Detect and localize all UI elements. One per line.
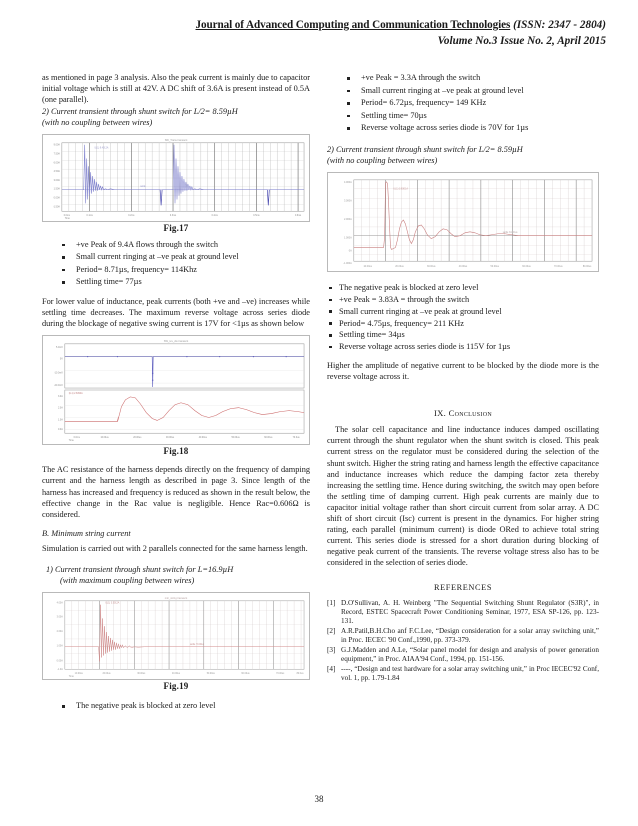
list-item: Settling time= 77µs bbox=[42, 276, 310, 289]
left-bullets-fig17 bbox=[42, 239, 310, 289]
reference-number: [3] bbox=[327, 646, 336, 654]
reference-text: ----, “Design and test hardware for a solar array switching unit,” in Proc IECEC'92 Conf, vol. 1, pp. 1.79-1.84 bbox=[341, 665, 599, 683]
svg-text:5.0mV: 5.0mV bbox=[55, 346, 63, 349]
svg-text:0.6ms: 0.6ms bbox=[294, 215, 302, 218]
left-paragraph-3: The AC resistance of the harness depends directly on the frequency of damping current and the harness length as described in page 3. Since length of the harness has increased and frequency is reduced as shown in the result below, the effective change in the Rac value is negligible. Hence Rac=0.606Ω is considered. bbox=[42, 465, 310, 519]
svg-text:2.00A: 2.00A bbox=[56, 630, 63, 634]
page-header bbox=[40, 18, 606, 49]
figure-19-plot bbox=[42, 592, 310, 680]
svg-text:0.1ms: 0.1ms bbox=[86, 215, 93, 218]
svg-text:20.00us: 20.00us bbox=[102, 673, 111, 676]
left-subheading-1-sub: (with maximum coupling between wires) bbox=[60, 576, 195, 586]
svg-text:70.00us: 70.00us bbox=[276, 673, 285, 676]
svg-text:SW_Trans transient: SW_Trans transient bbox=[164, 139, 188, 143]
list-item: +ve Peak = 3.83A = through the switch bbox=[327, 294, 599, 306]
svg-text:40.00us: 40.00us bbox=[458, 265, 468, 269]
page-number: 38 bbox=[314, 794, 324, 804]
reference-item bbox=[327, 665, 599, 683]
svg-text:0.0ms: 0.0ms bbox=[63, 215, 70, 218]
svg-text:50.00us: 50.00us bbox=[490, 265, 499, 269]
reference-number: [2] bbox=[327, 626, 336, 635]
svg-text:50.00us: 50.00us bbox=[206, 673, 215, 676]
list-item: +ve Peak = 3.3A through the switch bbox=[327, 72, 599, 85]
reference-item bbox=[327, 627, 599, 645]
svg-text:0.5ms: 0.5ms bbox=[253, 215, 260, 218]
figure-right-svg bbox=[328, 173, 598, 271]
figure-right-transient bbox=[327, 172, 599, 272]
list-item: +ve Peak of 9.4A flows through the switch bbox=[42, 239, 310, 252]
svg-text:min_string transient: min_string transient bbox=[164, 597, 188, 601]
svg-text:3.00A: 3.00A bbox=[53, 179, 60, 183]
svg-text:3.0A: 3.0A bbox=[57, 395, 63, 399]
left-paragraph-2: For lower value of inductance, peak currents (both +ve and –ve) increases while settling time decreases. The maximum reverse voltage across series diode during the blockage of negative swing current is 17V for <1µs as shown below bbox=[42, 296, 310, 329]
svg-text:-20.0mV: -20.0mV bbox=[53, 384, 63, 388]
list-item: Reverse voltage across series diode is 70V for 1µs bbox=[327, 122, 599, 135]
svg-text:30.00us: 30.00us bbox=[427, 265, 436, 269]
figure-18 bbox=[42, 335, 310, 457]
svg-text:-1.000A: -1.000A bbox=[343, 262, 352, 266]
svg-text:80.0us: 80.0us bbox=[296, 673, 304, 676]
right-column bbox=[327, 72, 599, 684]
right-subheading-2: 2) Current transient through shunt switch for L/2= 8.59µH bbox=[327, 144, 523, 154]
reference-text: D.O'Sullivan, A. H. Weinberg "The Sequential Switching Shunt Regulator (S3R)", in Record, ESTEC Spacecraft Power Conditioning Seminar, 1977, ESA SP-126, pp. 123-131. bbox=[341, 598, 599, 625]
list-item: The negative peak is blocked at zero level bbox=[327, 282, 599, 294]
svg-text:settle 34.00us: settle 34.00us bbox=[502, 230, 518, 234]
svg-text:7.50A: 7.50A bbox=[53, 153, 60, 157]
svg-text:I(L1) 3.8301A: I(L1) 3.8301A bbox=[393, 187, 408, 191]
list-item: Small current ringing at –ve peak at ground level bbox=[42, 251, 310, 264]
figure-19-svg bbox=[43, 593, 309, 679]
right-paragraph-after-bullets: Higher the amplitude of negative current to be blocked by the diode more is the reverse voltage across it. bbox=[327, 360, 599, 382]
svg-text:-1.50A: -1.50A bbox=[52, 205, 60, 209]
reference-text: A.R.Patil,B.H.Cho anf F.C.Lee, “Design consideration for a solar array switching unit,” in Proc. IECEC '90 Conf.,1990, pp. 373-379. bbox=[341, 626, 599, 644]
svg-text:I(L1) 2.6393A: I(L1) 2.6393A bbox=[68, 393, 83, 396]
list-item: Small current ringing at –ve peak at ground level bbox=[327, 306, 599, 318]
svg-text:1.50A: 1.50A bbox=[53, 188, 60, 192]
list-item: Settling time= 34µs bbox=[327, 329, 599, 341]
svg-text:0.00A: 0.00A bbox=[53, 197, 60, 200]
svg-text:settle 70.00us: settle 70.00us bbox=[189, 643, 205, 646]
svg-text:2.000A: 2.000A bbox=[343, 218, 352, 222]
references-heading: REFERENCES bbox=[433, 583, 493, 593]
figure-18-caption: Fig.18 bbox=[163, 446, 189, 457]
list-item: Settling time= 70µs bbox=[327, 110, 599, 123]
svg-text:30.00us: 30.00us bbox=[165, 437, 175, 440]
list-item: Reverse voltage across series diode is 115V for 1µs bbox=[327, 341, 599, 353]
conclusion-heading: IX. Conclusion bbox=[434, 408, 492, 419]
figure-17-caption: Fig.17 bbox=[163, 223, 189, 234]
svg-text:60.00us: 60.00us bbox=[264, 437, 273, 440]
journal-issn: (ISSN: 2347 - 2804) bbox=[513, 19, 606, 31]
svg-text:0.2ms: 0.2ms bbox=[128, 215, 135, 218]
svg-text:0.4ms: 0.4ms bbox=[211, 215, 218, 218]
svg-text:SW_rev_dio transient: SW_rev_dio transient bbox=[163, 340, 189, 344]
svg-text:9.00A: 9.00A bbox=[53, 144, 60, 148]
left-subheading-2: 2) Current transient through shunt switch for L/2= 8.59µH bbox=[42, 107, 238, 117]
svg-text:4.000A: 4.000A bbox=[343, 180, 352, 184]
svg-text:Time: Time bbox=[68, 676, 74, 679]
left-paragraph-1: as mentioned in page 3 analysis. Also the peak current is mainly due to capacitor initial voltage which is still at 42V. A DC shift of 3.6A is present instead of 0.5A (one parallel). bbox=[42, 73, 310, 105]
svg-text:80.00us: 80.00us bbox=[582, 265, 592, 269]
svg-text:-1.0A: -1.0A bbox=[57, 668, 63, 672]
svg-text:60.00us: 60.00us bbox=[241, 673, 250, 676]
svg-text:0.0A: 0.0A bbox=[57, 428, 63, 432]
left-bullets-fig19 bbox=[42, 700, 310, 713]
svg-text:3.000A: 3.000A bbox=[343, 199, 352, 203]
list-item: Period= 4.75µs, frequency= 211 KHz bbox=[327, 318, 599, 330]
svg-text:60.00us: 60.00us bbox=[522, 265, 531, 269]
svg-text:20.00us: 20.00us bbox=[395, 265, 404, 269]
svg-text:20.00us: 20.00us bbox=[133, 437, 142, 440]
left-paragraph-4: Simulation is carried out with 2 parallels connected for the same harness length. bbox=[42, 543, 308, 553]
svg-text:I(L1) 9.4012A: I(L1) 9.4012A bbox=[94, 148, 109, 151]
svg-text:0.0ms: 0.0ms bbox=[73, 437, 80, 440]
reference-item bbox=[327, 646, 599, 664]
header-journal-line bbox=[40, 18, 606, 32]
left-column bbox=[42, 72, 310, 717]
list-item: The negative peak is blocked at zero level bbox=[42, 700, 310, 713]
svg-text:I(L1) 3.3012A: I(L1) 3.3012A bbox=[105, 602, 120, 605]
svg-text:0V: 0V bbox=[59, 357, 63, 361]
svg-text:Time: Time bbox=[64, 218, 70, 221]
svg-text:-10.0mV: -10.0mV bbox=[53, 371, 63, 375]
svg-text:settle: settle bbox=[140, 186, 146, 189]
figure-17-plot bbox=[42, 134, 310, 222]
figure-right-plot bbox=[327, 172, 599, 272]
reference-item bbox=[327, 599, 599, 626]
figure-18-plot bbox=[42, 335, 310, 445]
svg-text:0A: 0A bbox=[348, 249, 352, 253]
svg-text:0.3ms: 0.3ms bbox=[169, 215, 177, 218]
conclusion-body: The solar cell capacitance and line inductance induces damped oscillating current through the shunt regulator when the shunt switch is closed. This peak current stress on the regulator must be considered during the selection of the shunt switch. Higher the string rating and harness length the effective capacitance and inductance increases which reduce the damping factor zeta thereby increasing the settling time. Hence during switching, the switch may open before the settling time of damping current. High peak currents are mainly due to capacitor initial voltage rather than short circuit current from solar array. A DC shift of short circuit (Isc) current is present in the dynamics. For higher string rating, each parallel (minimum current) is diode ORed to achieve total string current. This series diode is stressed for a short duration during blocking of negative peak current of the transients. The reverse voltage stress also has to be considered in the selection of series diode. bbox=[327, 425, 599, 568]
references-list bbox=[327, 599, 599, 684]
journal-title: Journal of Advanced Computing and Communication Technologies bbox=[195, 19, 511, 31]
reference-number: [1] bbox=[327, 598, 336, 607]
svg-text:1.000A: 1.000A bbox=[343, 236, 352, 240]
reference-number: [4] bbox=[327, 665, 336, 674]
figure-18-svg bbox=[43, 336, 309, 444]
reference-text: G.J.Madden and A.Le, “Solar panel model for design and analysis of power generation equipment,” in Proc. AIAA'94 Conf., 1994, pp. 151-156. bbox=[341, 646, 599, 664]
svg-text:40.00us: 40.00us bbox=[198, 437, 207, 440]
figure-17 bbox=[42, 134, 310, 234]
list-item: Period= 6.72µs, frequency= 149 KHz bbox=[327, 97, 599, 110]
list-item: Period= 8.71µs, frequency= 114Khz bbox=[42, 264, 310, 277]
svg-text:70.0us: 70.0us bbox=[292, 437, 300, 440]
journal-volume: Volume No.3 Issue No. 2, April 2015 bbox=[437, 35, 606, 47]
svg-text:2.0A: 2.0A bbox=[57, 406, 63, 410]
svg-text:1.00A: 1.00A bbox=[56, 644, 63, 648]
svg-text:4.50A: 4.50A bbox=[53, 170, 60, 174]
svg-text:50.00us: 50.00us bbox=[231, 437, 240, 440]
svg-text:4.00A: 4.00A bbox=[56, 601, 63, 605]
svg-text:3.00A: 3.00A bbox=[56, 615, 63, 619]
svg-text:Time: Time bbox=[68, 440, 74, 443]
svg-text:30.00us: 30.00us bbox=[137, 673, 146, 676]
right-bullets-mid bbox=[327, 282, 599, 353]
svg-text:40.00us: 40.00us bbox=[171, 673, 181, 676]
right-subheading-2-sub: (with no coupling between wires) bbox=[327, 156, 438, 166]
svg-text:6.00A: 6.00A bbox=[53, 161, 60, 165]
svg-text:0.00A: 0.00A bbox=[56, 659, 63, 663]
figure-17-svg bbox=[43, 135, 309, 221]
left-subheading-1: 1) Current transient through shunt switch for L=16.9µH bbox=[46, 564, 234, 574]
figure-19 bbox=[42, 592, 310, 692]
right-bullets-top bbox=[327, 72, 599, 135]
left-subheading-2-sub: (with no coupling between wires) bbox=[42, 118, 153, 128]
svg-text:10.00us: 10.00us bbox=[363, 265, 372, 269]
svg-text:1.0A: 1.0A bbox=[57, 418, 63, 422]
left-subheading-B: B. Minimum string current bbox=[42, 528, 131, 538]
svg-text:10.00us: 10.00us bbox=[74, 673, 83, 676]
list-item: Small current ringing at –ve peak at ground level bbox=[327, 85, 599, 98]
svg-text:70.00us: 70.00us bbox=[554, 265, 563, 269]
figure-19-caption: Fig.19 bbox=[163, 681, 189, 692]
svg-text:10.00us: 10.00us bbox=[100, 437, 109, 440]
